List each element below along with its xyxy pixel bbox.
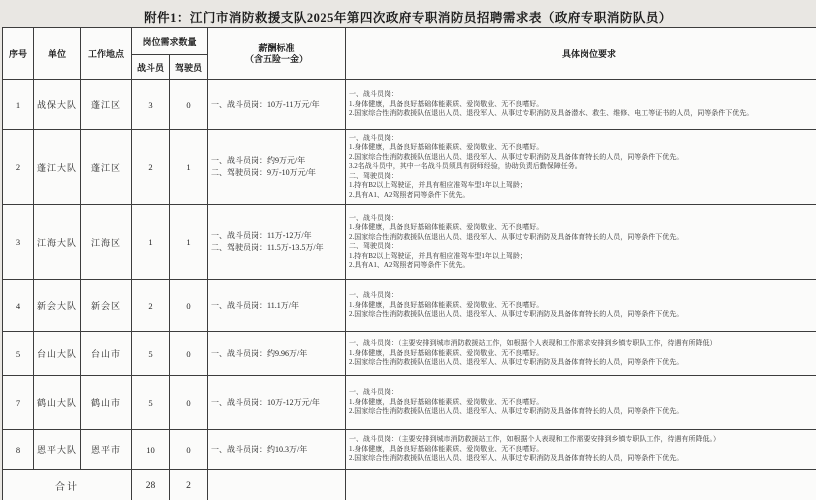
header-demand-group: 岗位需求数量: [132, 28, 208, 55]
salary-cell: 一、战斗员岗：11.1万/年: [208, 280, 346, 332]
table-body: [3, 80, 816, 470]
salary-cell: 一、战斗员岗：约9.96万/年: [208, 332, 346, 376]
location-cell: 台山市: [81, 332, 132, 376]
total-row: [3, 470, 816, 500]
requirements-cell: 一、战斗员岗：（主要安排到城市消防救援站工作，如根据个人表现和工作需要安排到乡镇专职队工作，待遇有所降低。） 1.身体健康，具备良好基础体能素质、爱岗敬业、无不良嗜好。 2.国家综合性消防救援队伍退出人员、退役军人、从事过专职消防及具备体育特长的人员，同等条件下优先。: [346, 430, 816, 470]
table-row: [3, 332, 816, 376]
fighter-count-cell: 5: [132, 376, 170, 430]
table-row: [3, 430, 816, 470]
total-driver-count: 2: [170, 470, 208, 500]
header-driver: 驾驶员: [170, 55, 208, 80]
header-salary-line1: 薪酬标准: [258, 42, 295, 53]
unit-cell: 蓬江大队: [34, 130, 81, 205]
driver-count-cell: 1: [170, 205, 208, 280]
fighter-count-cell: 2: [132, 130, 170, 205]
location-cell: 蓬江区: [81, 80, 132, 130]
requirements-cell: 一、战斗员岗： 1.身体健康，具备良好基础体能素质、爱岗敬业、无不良嗜好。 2.国家综合性消防救援队伍退出人员、退役军人、从事过专职消防及具备潜水、救生、维修、电工等证书的人员，同等条件下优先。: [346, 80, 816, 130]
salary-cell: 一、战斗员岗：11万-12万/年 二、驾驶员岗：11.5万-13.5万/年: [208, 205, 346, 280]
location-cell: 蓬江区: [81, 130, 132, 205]
header-seq: 序号: [3, 28, 34, 80]
unit-cell: 新会大队: [34, 280, 81, 332]
page-title: 附件1：江门市消防救援支队2025年第四次政府专职消防员招聘需求表（政府专职消防队员）: [144, 11, 672, 25]
seq-cell: 2: [3, 130, 34, 205]
fighter-count-cell: 5: [132, 332, 170, 376]
location-cell: 鹤山市: [81, 376, 132, 430]
unit-cell: 战保大队: [34, 80, 81, 130]
seq-cell: 3: [3, 205, 34, 280]
seq-cell: 1: [3, 80, 34, 130]
total-fighter-count: 28: [132, 470, 170, 500]
driver-count-cell: 0: [170, 430, 208, 470]
seq-cell: 8: [3, 430, 34, 470]
table-row: [3, 205, 816, 280]
driver-count-cell: 0: [170, 280, 208, 332]
unit-cell: 鹤山大队: [34, 376, 81, 430]
fighter-count-cell: 3: [132, 80, 170, 130]
requirements-cell: 一、战斗员岗： 1.身体健康，具备良好基础体能素质、爱岗敬业、无不良嗜好。 2.国家综合性消防救援队伍退出人员、退役军人、从事过专职消防及具备体育特长的人员，同等条件下优先。 二、驾驶员岗： 1.持有B2以上驾驶证，并具有相应准驾车型1年以上驾龄； 2.具有A1、A2驾照者同等条件下优先。: [346, 205, 816, 280]
location-cell: 恩平市: [81, 430, 132, 470]
driver-count-cell: 0: [170, 80, 208, 130]
header-salary: [208, 28, 346, 80]
fighter-count-cell: 1: [132, 205, 170, 280]
table-row: [3, 280, 816, 332]
requirements-cell: 一、战斗员岗： 1.身体健康，具备良好基础体能素质、爱岗敬业、无不良嗜好。 2.国家综合性消防救援队伍退出人员、退役军人、从事过专职消防及具备体育特长的人员，同等条件下优先。 3.2名战斗员中，其中一名战斗员须具有厨师经验，协助负责后勤保障任务。 二、驾驶员岗： 1.持有B2以上驾驶证，并具有相应准驾车型1年以上驾龄； 2.具有A1、A2驾照者同等条件下优先。: [346, 130, 816, 205]
recruitment-table: [2, 27, 816, 500]
header-location: 工作地点: [81, 28, 132, 80]
total-label: 合计: [3, 470, 132, 500]
table-header: [3, 28, 816, 80]
header-fighter: 战斗员: [132, 55, 170, 80]
unit-cell: 台山大队: [34, 332, 81, 376]
header-requirements: 具体岗位要求: [346, 28, 816, 80]
driver-count-cell: 0: [170, 376, 208, 430]
table-row: [3, 80, 816, 130]
salary-cell: 一、战斗员岗：10万-11万元/年: [208, 80, 346, 130]
table-row: [3, 130, 816, 205]
table-footer: [3, 470, 816, 500]
fighter-count-cell: 10: [132, 430, 170, 470]
requirements-cell: 一、战斗员岗： 1.身体健康，具备良好基础体能素质、爱岗敬业、无不良嗜好。 2.国家综合性消防救援队伍退出人员、退役军人、从事过专职消防及具备体育特长的人员，同等条件下优先。: [346, 280, 816, 332]
total-salary-cell: [208, 470, 346, 500]
driver-count-cell: 1: [170, 130, 208, 205]
location-cell: 江海区: [81, 205, 132, 280]
seq-cell: 4: [3, 280, 34, 332]
fighter-count-cell: 2: [132, 280, 170, 332]
header-salary-line2: （含五险一金）: [245, 53, 309, 64]
unit-cell: 恩平大队: [34, 430, 81, 470]
requirements-cell: 一、战斗员岗：（主要安排到城市消防救援站工作，如根据个人表现和工作需求安排到乡镇专职队工作，待遇有所降低） 1.身体健康，具备良好基础体能素质、爱岗敬业、无不良嗜好。 2.国家综合性消防救援队伍退出人员、退役军人、从事过专职消防及具备体育特长的人员，同等条件下优先。: [346, 332, 816, 376]
salary-cell: 一、战斗员岗：约10.3万/年: [208, 430, 346, 470]
salary-cell: 一、战斗员岗：约9万元/年 二、驾驶员岗：9万-10万元/年: [208, 130, 346, 205]
seq-cell: 7: [3, 376, 34, 430]
total-requirements-cell: [346, 470, 816, 500]
table-row: [3, 376, 816, 430]
driver-count-cell: 0: [170, 332, 208, 376]
salary-cell: 一、战斗员岗：10万-12万元/年: [208, 376, 346, 430]
header-unit: 单位: [34, 28, 81, 80]
location-cell: 新会区: [81, 280, 132, 332]
requirements-cell: 一、战斗员岗： 1.身体健康，具备良好基础体能素质、爱岗敬业、无不良嗜好。 2.国家综合性消防救援队伍退出人员、退役军人、从事过专职消防及具备体育特长的人员，同等条件下优先。: [346, 376, 816, 430]
unit-cell: 江海大队: [34, 205, 81, 280]
seq-cell: 5: [3, 332, 34, 376]
